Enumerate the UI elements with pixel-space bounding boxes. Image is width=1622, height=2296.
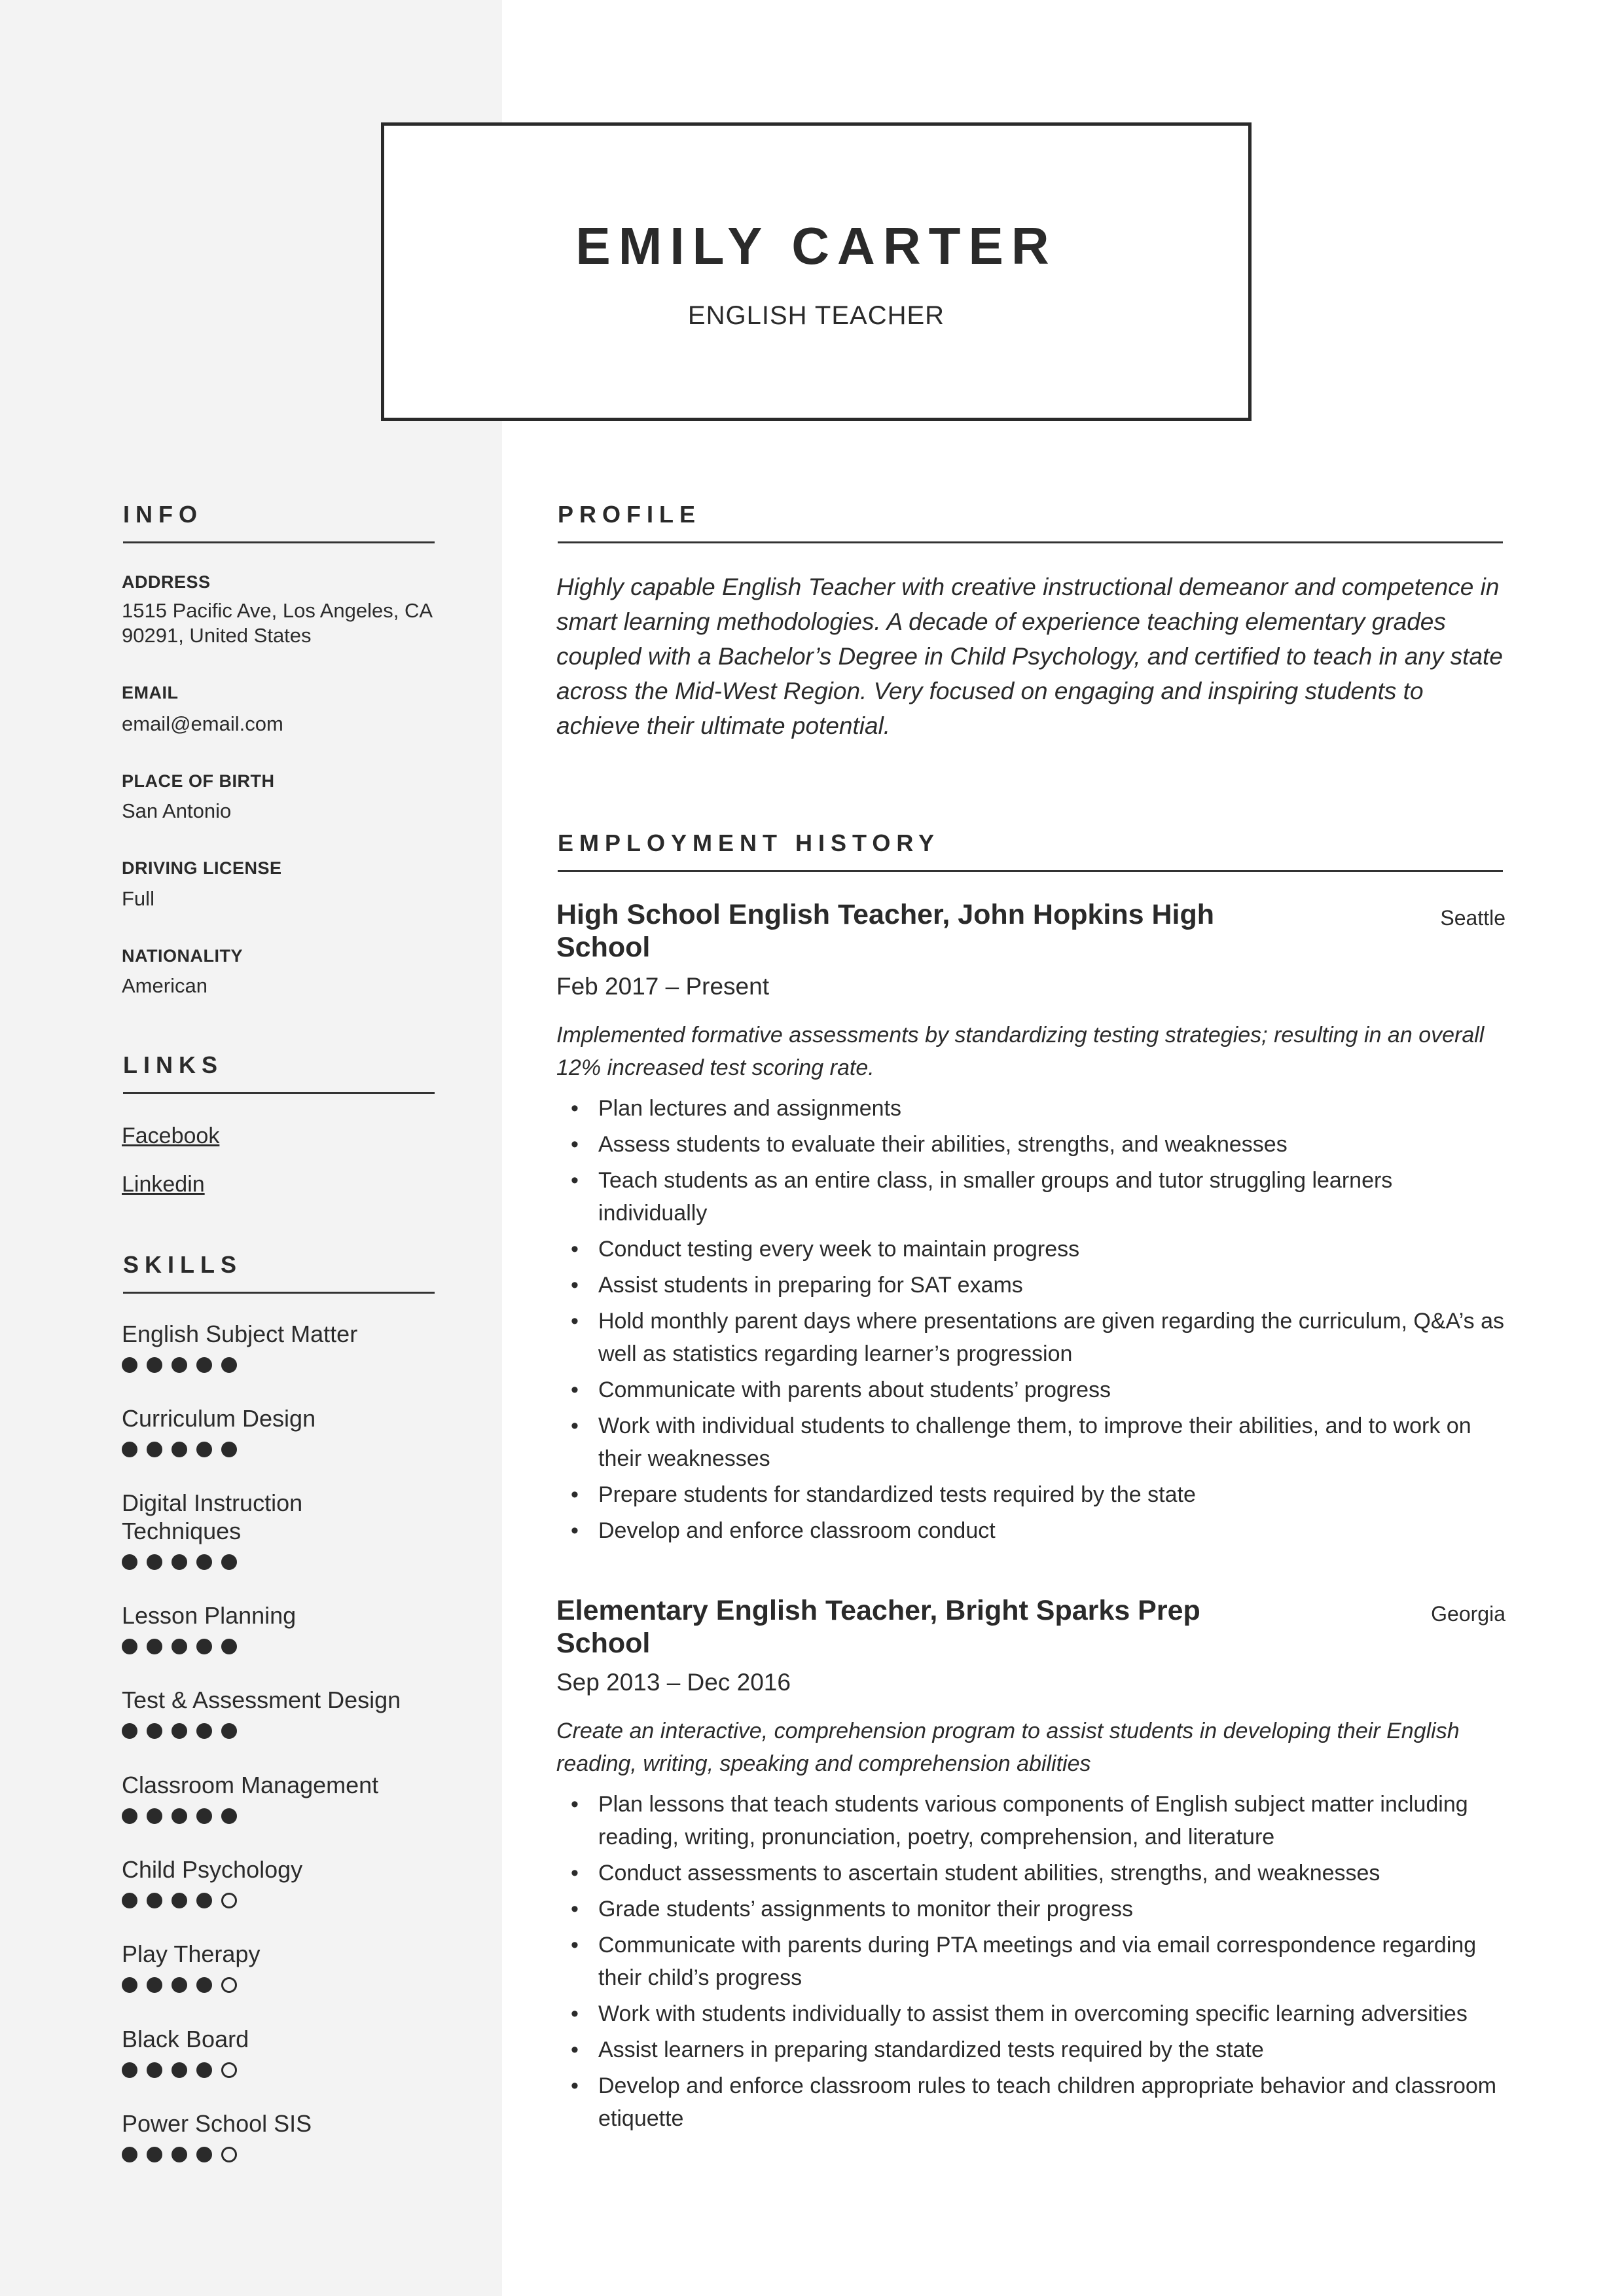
rating-dot-filled xyxy=(122,1977,137,1993)
facebook-link[interactable]: Facebook xyxy=(122,1123,220,1148)
list-item: • Develop and enforce classroom conduct xyxy=(598,1514,1505,1547)
job-duties xyxy=(556,1092,1505,1547)
rating-dot-filled xyxy=(171,1977,187,1993)
list-item: • Plan lectures and assignments xyxy=(598,1092,1505,1125)
rating-dot-filled xyxy=(147,1639,162,1654)
rating-dot-empty xyxy=(221,1893,237,1908)
list-item: • Grade students’ assignments to monitor their progress xyxy=(598,1893,1505,1925)
driving-license-value: Full xyxy=(122,887,154,910)
skill-rating xyxy=(122,1554,462,1573)
job-duties xyxy=(556,1788,1505,2135)
list-item: • Prepare students for standardized tests required by the state xyxy=(598,1478,1505,1511)
employment-heading: EMPLOYMENT HISTORY xyxy=(558,829,1503,872)
rating-dot-filled xyxy=(196,2062,212,2078)
rating-dot-filled xyxy=(171,1723,187,1739)
skill-item xyxy=(122,1940,462,1995)
rating-dot-filled xyxy=(196,2147,212,2162)
skill-item xyxy=(122,1320,462,1376)
rating-dot-filled xyxy=(221,1723,237,1739)
skill-name: Lesson Planning xyxy=(122,1602,297,1629)
job-location: Georgia xyxy=(1431,1602,1505,1626)
rating-dot-filled xyxy=(221,1808,237,1824)
job-role: Elementary English Teacher, Bright Sparks Prep School xyxy=(556,1595,1200,1659)
list-item: • Assess students to evaluate their abilities, strengths, and weaknesses xyxy=(598,1128,1505,1161)
skill-rating xyxy=(122,2147,462,2165)
list-item: • Develop and enforce classroom rules to teach children appropriate behavior and classroom etiquette xyxy=(598,2069,1505,2135)
rating-dot-filled xyxy=(147,1442,162,1457)
skill-item xyxy=(122,1404,462,1460)
email-value: email@email.com xyxy=(122,712,283,735)
skill-rating xyxy=(122,1723,462,1741)
skill-name: Digital Instruction Techniques xyxy=(122,1489,303,1544)
rating-dot-filled xyxy=(122,1893,137,1908)
rating-dot-filled xyxy=(122,1442,137,1457)
skill-item xyxy=(122,1601,462,1657)
rating-dot-filled xyxy=(196,1357,212,1373)
info-heading: INFO xyxy=(123,501,435,543)
list-item: • Conduct assessments to ascertain student abilities, strengths, and weaknesses xyxy=(598,1857,1505,1889)
rating-dot-filled xyxy=(221,1442,237,1457)
job-summary: Create an interactive, comprehension program to assist students in developing their English reading, writing, speaking and comprehension abilities xyxy=(556,1719,1460,1776)
rating-dot-filled xyxy=(221,1357,237,1373)
skill-name: Classroom Management xyxy=(122,1772,379,1798)
place-of-birth-value: San Antonio xyxy=(122,799,232,822)
job-entry xyxy=(556,1594,1505,2138)
rating-dot-filled xyxy=(196,1808,212,1824)
skill-name: Test & Assessment Design xyxy=(122,1686,401,1713)
name-header-box xyxy=(381,122,1252,421)
rating-dot-filled xyxy=(147,2062,162,2078)
list-item: • Assist learners in preparing standardized tests required by the state xyxy=(598,2033,1505,2066)
list-item: • Plan lessons that teach students various components of English subject matter including reading, writing, pronunciation, poetry, comprehension, and literature xyxy=(598,1788,1505,1853)
skills-heading: SKILLS xyxy=(123,1251,435,1294)
rating-dot-empty xyxy=(221,2147,237,2162)
rating-dot-filled xyxy=(171,1554,187,1570)
rating-dot-empty xyxy=(221,2062,237,2078)
rating-dot-filled xyxy=(122,1808,137,1824)
rating-dot-filled xyxy=(196,1893,212,1908)
skill-name: Curriculum Design xyxy=(122,1405,316,1432)
rating-dot-filled xyxy=(147,1554,162,1570)
rating-dot-filled xyxy=(147,1723,162,1739)
rating-dot-filled xyxy=(196,1723,212,1739)
nationality-value: American xyxy=(122,974,207,997)
job-dates: Sep 2013 – Dec 2016 xyxy=(556,1669,791,1696)
skill-item xyxy=(122,1771,462,1827)
rating-dot-filled xyxy=(196,1977,212,1993)
skill-name: Power School SIS xyxy=(122,2110,312,2137)
rating-dot-filled xyxy=(147,1977,162,1993)
skill-rating xyxy=(122,1893,462,1911)
rating-dot-filled xyxy=(122,1639,137,1654)
list-item: • Work with students individually to assist them in overcoming specific learning adversities xyxy=(598,1997,1505,2030)
rating-dot-filled xyxy=(171,1442,187,1457)
list-item: • Conduct testing every week to maintain progress xyxy=(598,1233,1505,1266)
skill-item xyxy=(122,1686,462,1741)
rating-dot-filled xyxy=(196,1442,212,1457)
skill-rating xyxy=(122,1357,462,1376)
linkedin-link[interactable]: Linkedin xyxy=(122,1172,205,1197)
candidate-name: EMILY CARTER xyxy=(575,217,1057,275)
rating-dot-filled xyxy=(122,1554,137,1570)
nationality-label: NATIONALITY xyxy=(122,946,243,966)
profile-summary: Highly capable English Teacher with creative instructional demeanor and competence in smart learning methodologies. A decade of experience teaching elementary grades coupled with a Bachelor’s Degree in Child Psychology, and certified to teach in any state across the Mid-West Region. Very focused on engaging and inspiring students to achieve their ultimate potential. xyxy=(556,574,1503,739)
rating-dot-filled xyxy=(147,1893,162,1908)
job-dates: Feb 2017 – Present xyxy=(556,973,769,1000)
skill-item xyxy=(122,2109,462,2165)
list-item: • Teach students as an entire class, in smaller groups and tutor struggling learners individually xyxy=(598,1164,1505,1230)
rating-dot-filled xyxy=(171,1893,187,1908)
job-entry xyxy=(556,898,1505,1550)
skill-rating xyxy=(122,1808,462,1827)
rating-dot-filled xyxy=(171,1357,187,1373)
job-location: Seattle xyxy=(1440,906,1505,930)
skill-rating xyxy=(122,2062,462,2081)
rating-dot-filled xyxy=(221,1639,237,1654)
rating-dot-filled xyxy=(147,1357,162,1373)
candidate-title: ENGLISH TEACHER xyxy=(687,301,945,330)
list-item: • Communicate with parents during PTA meetings and via email correspondence regarding their child’s progress xyxy=(598,1929,1505,1994)
skill-rating xyxy=(122,1639,462,1657)
rating-dot-filled xyxy=(122,1357,137,1373)
rating-dot-empty xyxy=(221,1977,237,1993)
profile-heading: PROFILE xyxy=(558,501,1503,543)
skill-item xyxy=(122,1855,462,1911)
rating-dot-filled xyxy=(147,2147,162,2162)
job-summary: Implemented formative assessments by standardizing testing strategies; resulting in an overall 12% increased test scoring rate. xyxy=(556,1023,1485,1080)
rating-dot-filled xyxy=(171,2062,187,2078)
links-heading: LINKS xyxy=(123,1051,435,1094)
driving-license-label: DRIVING LICENSE xyxy=(122,858,282,878)
list-item: • Hold monthly parent days where presentations are given regarding the curriculum, Q&A’s as well as statistics regarding learner’s progression xyxy=(598,1305,1505,1370)
skill-name: English Subject Matter xyxy=(122,1321,358,1347)
email-label: EMAIL xyxy=(122,683,179,702)
address-value: 1515 Pacific Ave, Los Angeles, CA 90291, United States xyxy=(122,599,432,647)
skill-name: Play Therapy xyxy=(122,1941,261,1967)
rating-dot-filled xyxy=(171,1639,187,1654)
rating-dot-filled xyxy=(196,1639,212,1654)
job-role: High School English Teacher, John Hopkins High School xyxy=(556,899,1215,963)
skill-item xyxy=(122,1489,462,1573)
rating-dot-filled xyxy=(196,1554,212,1570)
skill-rating xyxy=(122,1442,462,1460)
rating-dot-filled xyxy=(122,2147,137,2162)
skill-name: Black Board xyxy=(122,2026,249,2052)
skill-item xyxy=(122,2025,462,2081)
skill-name: Child Psychology xyxy=(122,1856,303,1883)
skill-rating xyxy=(122,1977,462,1995)
place-of-birth-label: PLACE OF BIRTH xyxy=(122,771,275,791)
list-item: • Assist students in preparing for SAT exams xyxy=(598,1269,1505,1302)
rating-dot-filled xyxy=(122,1723,137,1739)
rating-dot-filled xyxy=(221,1554,237,1570)
rating-dot-filled xyxy=(171,2147,187,2162)
rating-dot-filled xyxy=(122,2062,137,2078)
rating-dot-filled xyxy=(171,1808,187,1824)
address-label: ADDRESS xyxy=(122,572,211,592)
rating-dot-filled xyxy=(147,1808,162,1824)
list-item: • Work with individual students to challenge them, to improve their abilities, and to work on their weaknesses xyxy=(598,1410,1505,1475)
list-item: • Communicate with parents about students’ progress xyxy=(598,1374,1505,1406)
